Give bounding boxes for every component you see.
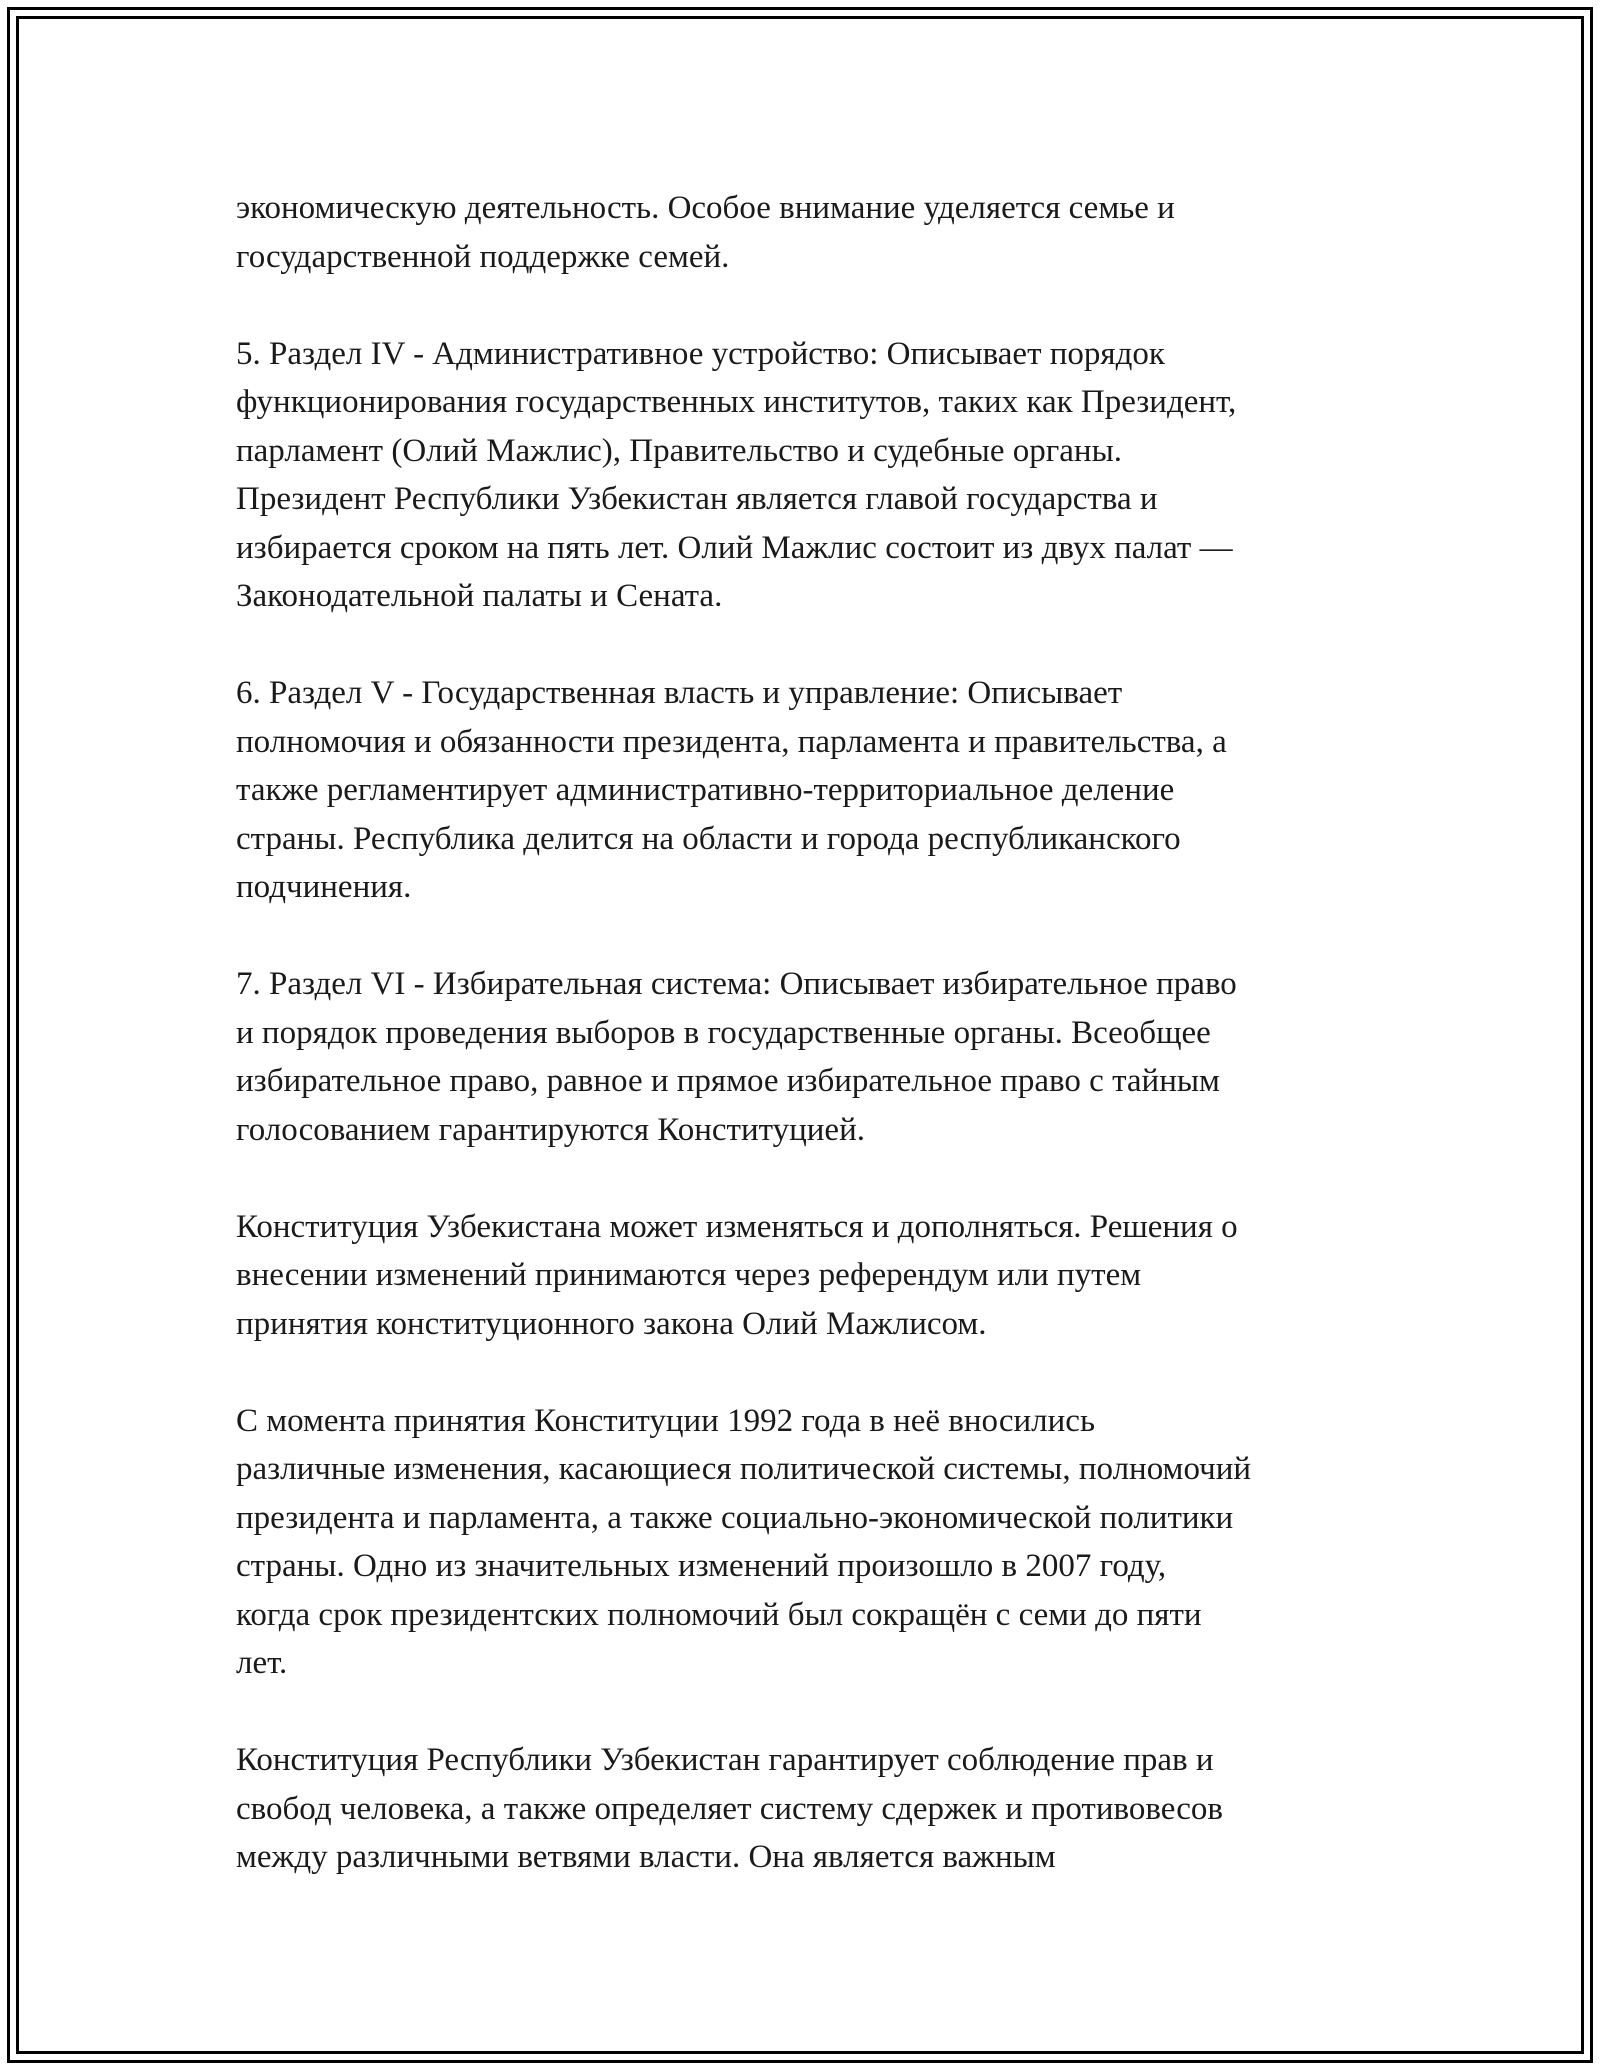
paragraph-family-support: экономическую деятельность. Особое внимание уделяется семье и государственной поддержке семей. — [236, 190, 1175, 275]
paragraph-changes-history: С момента принятия Конституции 1992 года в неё вносились различные изменения, касающиеся политической системы, полномочий президента и парламента, а также социально-экономической политики страны. Одно из значительных изменений произошло в 2007 году, когда срок президентских полномочий был сокращён с семи до пяти лет. — [236, 1402, 1252, 1681]
document-body — [236, 184, 1386, 1930]
paragraph-section-v: 6. Раздел V - Государственная власть и управление: Описывает полномочия и обязанности президента, парламента и правительства, а также регламентирует административно-территориальное деление страны. Республика делится на области и города республиканского подчинения. — [236, 675, 1227, 905]
paragraph-section-iv: 5. Раздел IV - Административное устройство: Описывает порядок функционирования государственных институтов, таких как Президент, парламент (Олий Мажлис), Правительство и судебные органы. Президент Республики Узбекистан является главой государства и избирается сроком на пять лет. Олий Мажлис состоит из двух палат — Законодательной палаты и Сената. — [236, 335, 1237, 614]
paragraph-rights-guarantee: Конституция Республики Узбекистан гарантирует соблюдение прав и свобод человека, а также определяет систему сдержек и противовесов между различными ветвями власти. Она является важным — [236, 1742, 1223, 1875]
paragraph-amendments: Конституция Узбекистана может изменяться и дополняться. Решения о внесении изменений принимаются через референдум или путем принятия конституционного закона Олий Мажлисом. — [236, 1208, 1238, 1342]
paragraph-section-vi: 7. Раздел VI - Избирательная система: Описывает избирательное право и порядок проведения выборов в государственные органы. Всеобщее избирательное право, равное и прямое избирательное право с тайным голосованием гарантируются Конституцией. — [236, 966, 1237, 1148]
